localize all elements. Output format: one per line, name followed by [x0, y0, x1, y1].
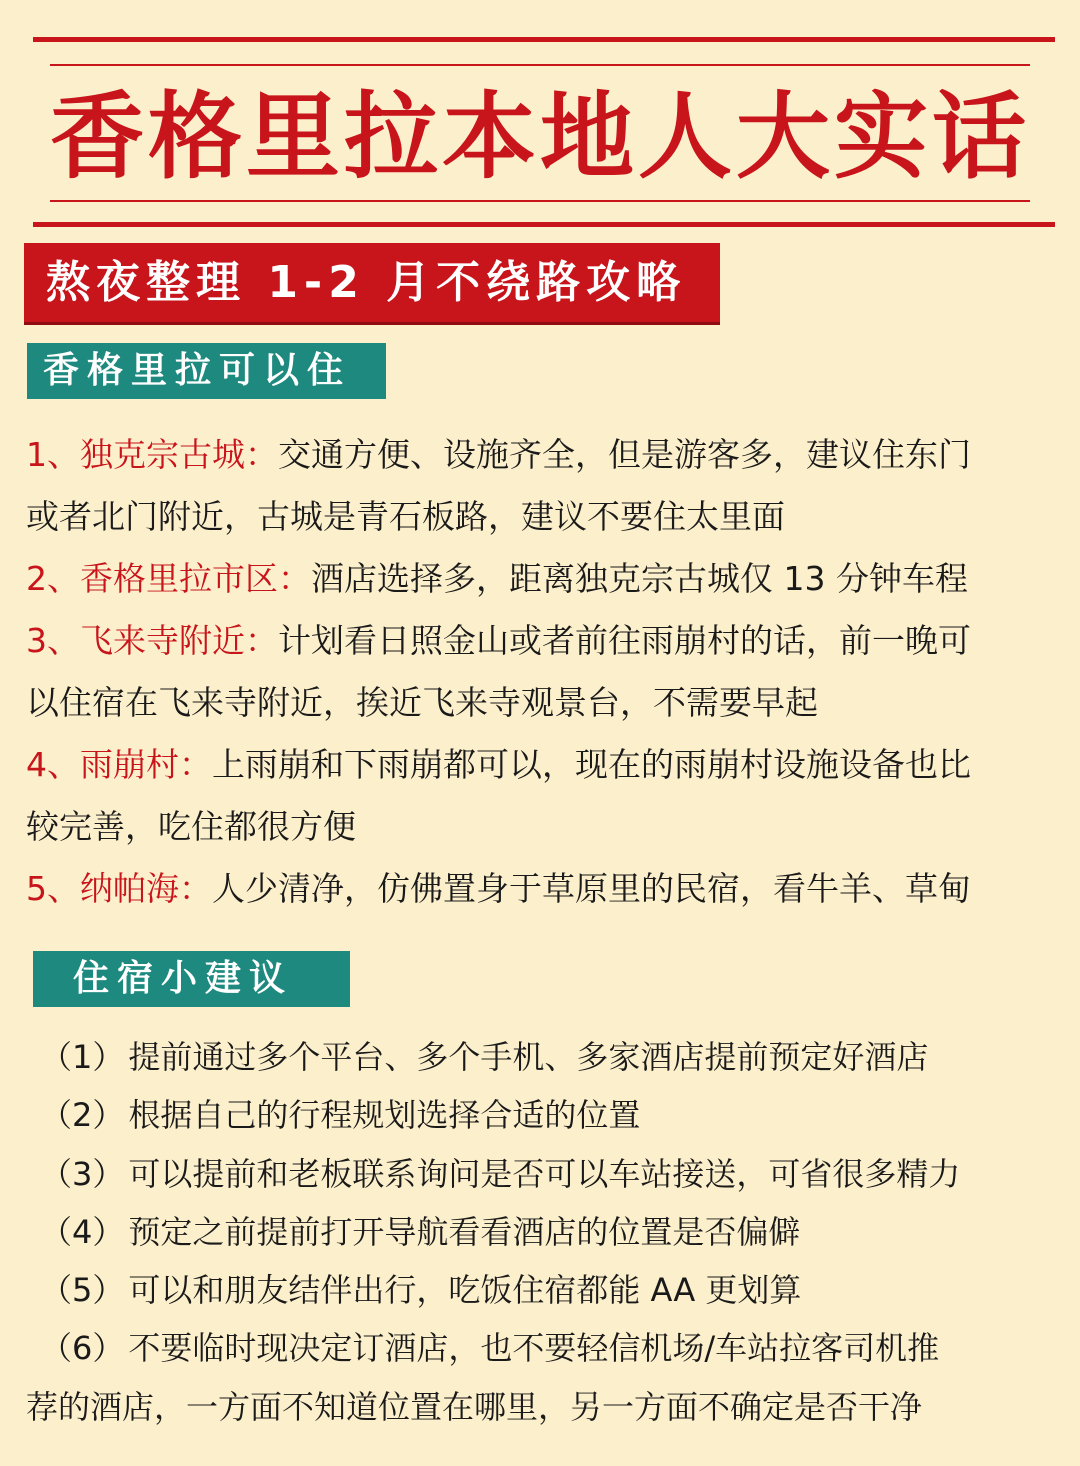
list-item: [26, 424, 1066, 486]
tip-item-continuation: [26, 1378, 1066, 1436]
tip-item: [26, 1145, 1066, 1203]
tip-number: （1）: [40, 1038, 125, 1076]
item-text: 较完善，吃住都很方便: [26, 807, 356, 846]
tip-text: 预定之前提前打开导航看看酒店的位置是否偏僻: [128, 1212, 801, 1251]
tip-item: [26, 1028, 1066, 1086]
tip-text: 根据自己的行程规划选择合适的位置: [128, 1096, 641, 1135]
tip-number: （6）: [40, 1329, 125, 1368]
tip-item: [26, 1319, 1066, 1377]
tip-text: 提前通过多个平台、多个手机、多家酒店提前预定好酒店: [128, 1038, 929, 1076]
list-item: [26, 734, 1066, 796]
section-heading-tips: 住宿小建议: [33, 951, 350, 1007]
item-label: 3、飞来寺附近：: [26, 621, 278, 660]
item-text: 上雨崩和下雨崩都可以，现在的雨崩村设施设备也比: [212, 745, 971, 784]
tip-number: （5）: [40, 1271, 125, 1310]
item-text: 酒店选择多，距离独克宗古城仅 13 分钟车程: [311, 559, 968, 598]
tip-number: （3）: [40, 1154, 125, 1193]
subtitle-banner: 熬夜整理 1-2 月不绕路攻略: [24, 243, 720, 322]
list-item: [26, 610, 1066, 672]
item-label: 4、雨崩村：: [26, 745, 212, 784]
item-text: 计划看日照金山或者前往雨崩村的话，前一晚可: [278, 621, 971, 660]
item-text: 人少清净，仿佛置身于草原里的民宿，看牛羊、草甸: [212, 869, 971, 908]
list-item-continuation: [26, 796, 1066, 858]
item-text: 以住宿在飞来寺附近，挨近飞来寺观景台，不需要早起: [26, 683, 818, 722]
stay-list: [26, 424, 1066, 920]
list-item-continuation: [26, 672, 1066, 734]
item-label: 1、独克宗古城：: [26, 435, 278, 474]
tip-number: （4）: [40, 1212, 125, 1251]
tip-number: （2）: [40, 1096, 125, 1135]
page-title: 香格里拉本地人大实话: [49, 83, 1030, 192]
tip-text: 不要临时现决定订酒店，也不要轻信机场/车站拉客司机推: [128, 1329, 940, 1368]
section-heading-stay: 香格里拉可以住: [27, 343, 386, 399]
item-text: 或者北门附近，古城是青石板路，建议不要住太里面: [26, 497, 785, 536]
tip-text: 可以和朋友结伴出行，吃饭住宿都能 AA 更划算: [128, 1271, 802, 1310]
item-text: 交通方便、设施齐全，但是游客多，建议住东门: [278, 435, 971, 474]
tips-list: [26, 1028, 1066, 1436]
top-border-thick: [33, 37, 1055, 42]
tip-item: [26, 1261, 1066, 1319]
list-item: [26, 858, 1066, 920]
title-underline-thick: [33, 222, 1055, 227]
item-label: 2、香格里拉市区：: [26, 559, 311, 598]
list-item-continuation: [26, 486, 1066, 548]
tip-item: [26, 1086, 1066, 1144]
item-label: 5、纳帕海：: [26, 869, 212, 908]
tip-item: [26, 1203, 1066, 1261]
list-item: [26, 548, 1066, 610]
top-border-thin: [50, 64, 1030, 66]
title-underline-thin: [50, 200, 1030, 202]
tip-text: 可以提前和老板联系询问是否可以车站接送，可省很多精力: [128, 1154, 961, 1193]
tip-text: 荐的酒店，一方面不知道位置在哪里，另一方面不确定是否干净: [26, 1387, 923, 1426]
